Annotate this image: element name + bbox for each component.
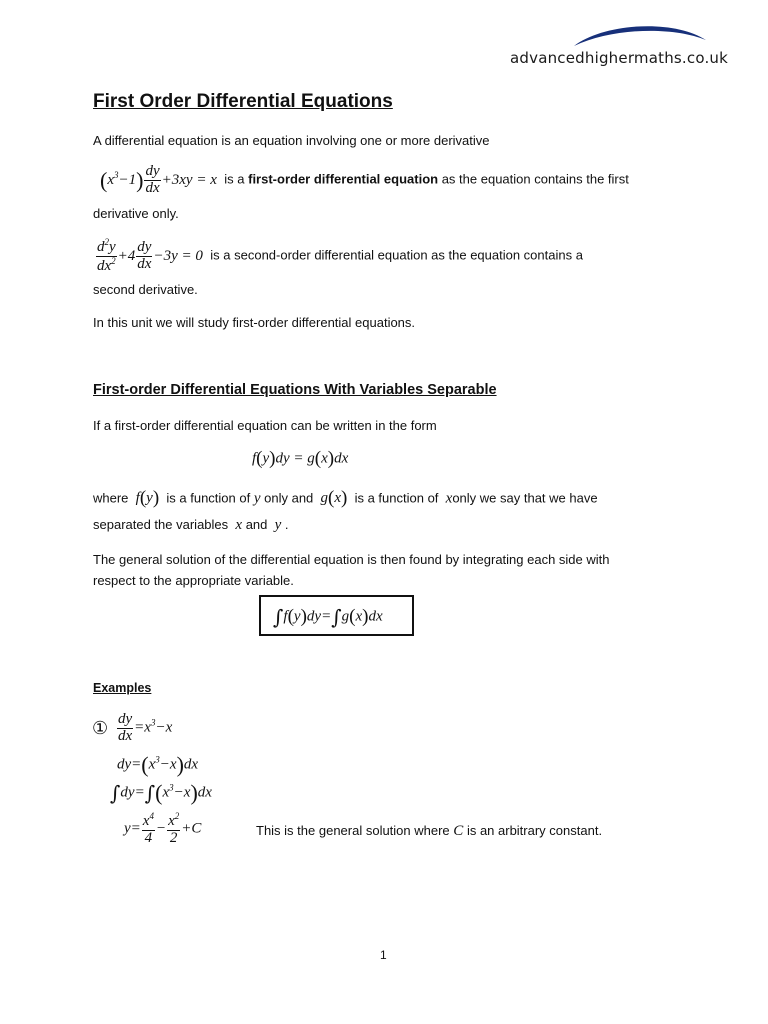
second-order-example — [95, 238, 583, 275]
example-note-prefix: This is the general solution where — [256, 823, 450, 838]
separated-text: separated the variables — [93, 517, 229, 532]
where-word: where — [93, 490, 129, 506]
form-intro: If a first-order differential equation can be written in the form — [93, 418, 437, 433]
f-of-y: f(y) — [135, 488, 160, 509]
intro-text: A differential equation is an equation involving one or more derivative — [93, 133, 490, 148]
separated-line: separated the variables x and y . — [93, 517, 289, 533]
logo-swoosh-icon — [572, 20, 708, 48]
separable-form-equation: f(y)dy = g(x)dx — [252, 448, 349, 469]
examples-heading: Examples — [93, 681, 152, 695]
first-order-line2: derivative only. — [93, 206, 179, 221]
second-order-line2: second derivative. — [93, 282, 198, 297]
example-step-4: y= $\frac{x^4}{4}$ − $\frac{x^2}{2}$ +C — [124, 811, 202, 846]
var-y-2: y — [274, 517, 282, 533]
example-step-1: $\frac{dy}{dx}$ $=x^3-x$ — [118, 711, 173, 744]
first-order-mid: is a — [224, 171, 245, 187]
unit-note: In this unit we will study first-order differential equations. — [93, 315, 416, 330]
var-y: y — [253, 490, 261, 507]
page-title: First Order Differential Equations — [93, 91, 393, 112]
where-only-and: only and — [264, 490, 314, 506]
page-number: 1 — [380, 948, 387, 962]
example-note-suffix: is an arbitrary constant. — [466, 823, 603, 838]
example-step-2: $dy=(x^3-x)dx$ — [117, 752, 199, 777]
where-function-of-1: is a function of — [166, 490, 251, 506]
section-heading: First-order Differential Equations With Variables Separable — [93, 382, 497, 398]
example-number: ① — [92, 718, 109, 739]
first-order-equation: $(x^3-1)$ $\frac{dy}{dx}$ +3xy = x — [100, 163, 221, 196]
var-x-2: x — [235, 517, 243, 533]
where-only-we-say: only we say that we have — [452, 490, 598, 506]
where-line — [93, 488, 598, 510]
example-step-3: $\int dy=\int(x^3-x)dx$ — [110, 780, 212, 805]
example-note — [256, 823, 602, 840]
first-order-bold-term: first-order differential equation — [248, 171, 439, 187]
constant-c: C — [453, 823, 464, 839]
first-order-example — [100, 164, 629, 197]
var-x: x — [445, 490, 453, 507]
first-order-rest: as the equation contains the first — [441, 171, 629, 187]
general-solution-text: The general solution of the differential equation is then found by integrating each side with — [93, 552, 610, 567]
where-function-of-2: is a function of — [354, 490, 439, 506]
second-order-equation: $\frac{d^2y}{dx^2}$ +4 $\frac{dy}{dx}$ −3y = 0 — [97, 237, 203, 274]
separated-and: and — [245, 517, 268, 532]
g-of-x: g(x) — [320, 488, 348, 509]
general-solution-line2: respect to the appropriate variable. — [93, 573, 294, 588]
site-logo-text[interactable]: advancedhighermaths.co.uk — [510, 49, 729, 67]
second-order-rest: is a second-order differential equation as the equation contains a — [210, 247, 583, 263]
boxed-integral-formula: ∫f(y)dy=∫g(x)dx — [259, 595, 414, 636]
